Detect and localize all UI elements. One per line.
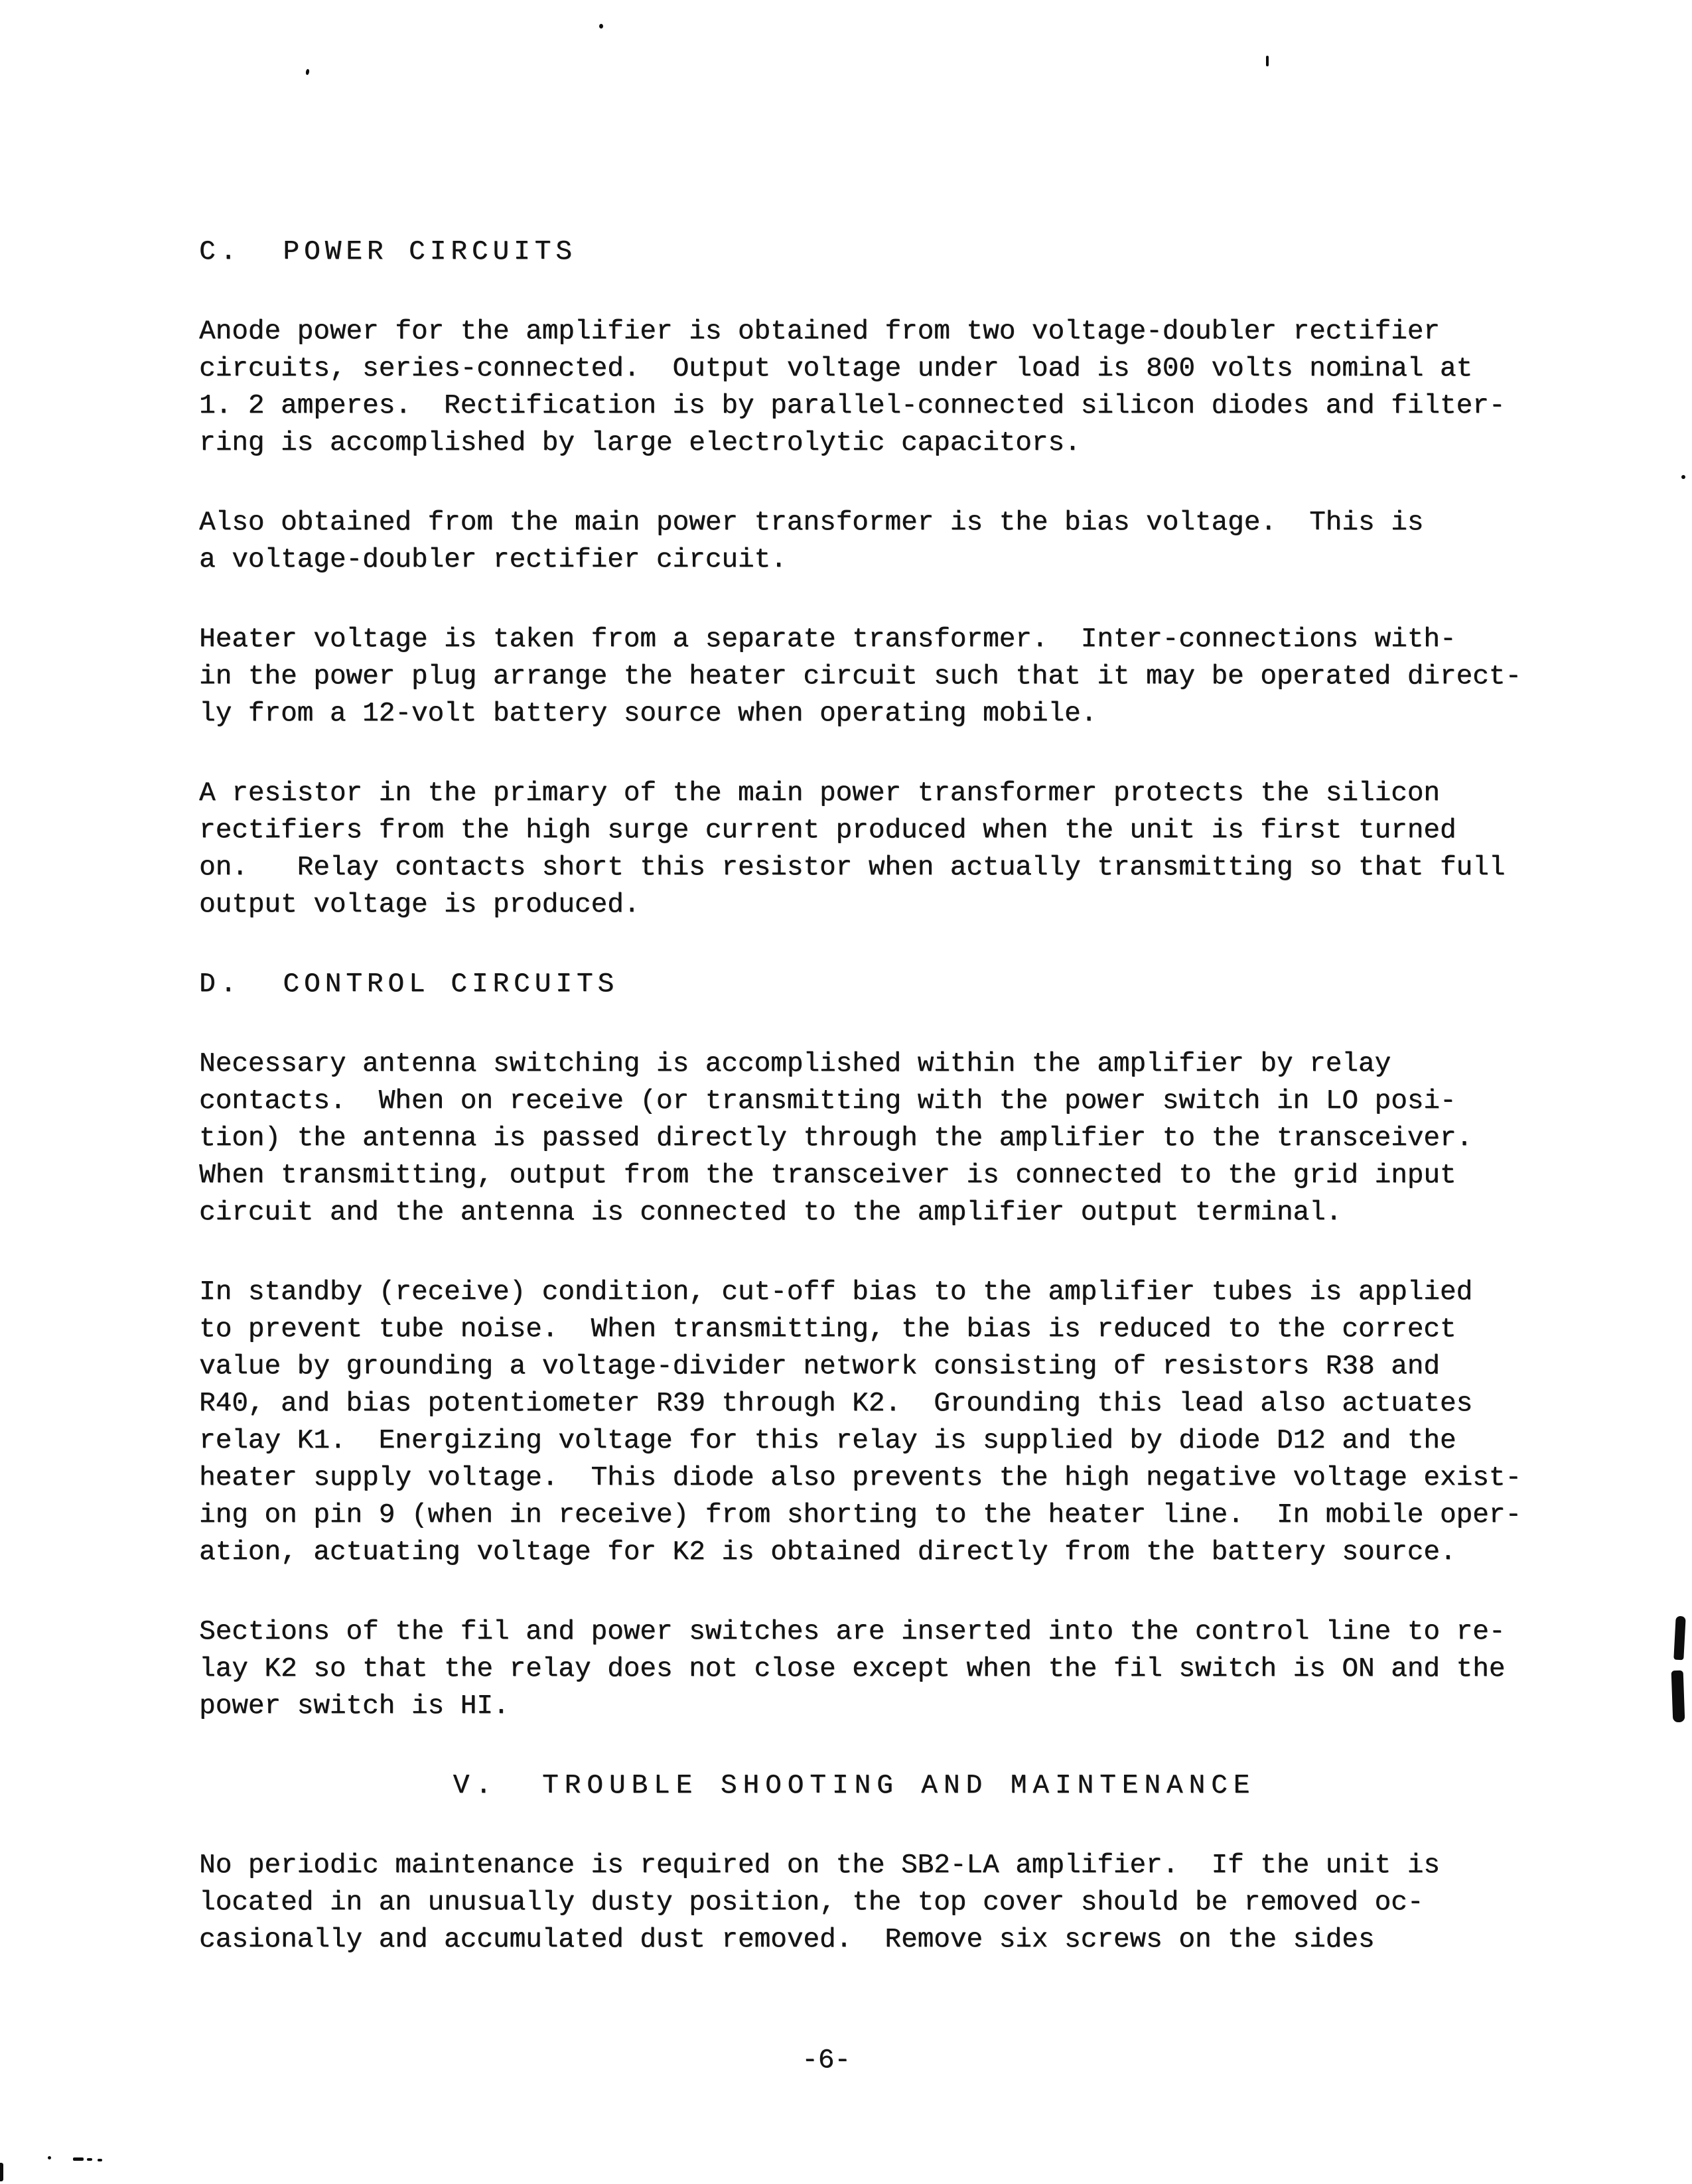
page-number: -6- [802,2045,851,2076]
text-line: a voltage-doubler rectifier circuit. [199,545,787,575]
text-line: lay K2 so that the relay does not close except when the fil switch is ON and the [199,1654,1506,1684]
heading-text: V. TROUBLE SHOOTING AND MAINTENANCE [453,1771,1256,1801]
ink-mark-upper-right [1673,1616,1685,1661]
text-line: ing on pin 9 (when in receive) from shorting to the heater line. In mobile oper- [199,1500,1521,1531]
text-line: ly from a 12-volt battery source when operating mobile. [199,699,1097,729]
text-line: contacts. When on receive (or transmitting with the power switch in LO posi- [199,1086,1456,1117]
text-line: ation, actuating voltage for K2 is obtained directly from the battery source. [199,1537,1456,1568]
para-standby-bias [199,1274,1566,1571]
text-line: in the power plug arrange the heater circuit such that it may be operated direct- [199,661,1521,692]
speck-upper-left [305,69,309,76]
para-surge-resistor [199,775,1566,923]
tick-left-edge-bottom [0,2163,3,2181]
text-line: Necessary antenna switching is accomplished within the amplifier by relay [199,1049,1391,1079]
text-line: value by grounding a voltage-divider network consisting of resistors R38 and [199,1351,1440,1382]
text-line: R40, and bias potentiometer R39 through K2. Grounding this lead also actuates [199,1389,1473,1419]
document-content [199,234,1566,2001]
text-line: Also obtained from the main power transformer is the bias voltage. This is [199,508,1424,538]
text-line: In standby (receive) condition, cut-off bias to the amplifier tubes is applied [199,1277,1473,1308]
dash-bottom-left-1 [73,2157,84,2161]
ink-mark-lower-right [1671,1671,1685,1723]
para-heater-voltage [199,621,1566,732]
para-anode-power [199,313,1566,462]
text-line: Anode power for the amplifier is obtained from two voltage-doubler rectifier [199,316,1440,347]
text-line: located in an unusually dusty position, the top cover should be removed oc- [199,1887,1424,1918]
text-line: power switch is HI. [199,1691,510,1722]
text-line: rectifiers from the high surge current produced when the unit is first turned [199,815,1456,846]
text-line: No periodic maintenance is required on the SB2-LA amplifier. If the unit is [199,1850,1440,1881]
section-c-heading [199,234,1566,271]
para-antenna-switching [199,1046,1566,1231]
text-line: casionally and accumulated dust removed. Remove six screws on the sides [199,1925,1375,1955]
text-line: Heater voltage is taken from a separate transformer. Inter-connections with- [199,624,1456,655]
section-v-heading [199,1767,1510,1805]
speck-top-center [599,24,603,29]
heading-text: C. POWER CIRCUITS [199,237,577,267]
text-line: circuits, series-connected. Output voltage under load is 800 volts nominal at [199,354,1473,384]
para-fil-power-switches [199,1613,1566,1725]
heading-text: D. CONTROL CIRCUITS [199,969,619,1000]
tick-top-right [1266,56,1269,66]
text-line: to prevent tube noise. When transmitting, the bias is reduced to the correct [199,1314,1456,1345]
text-line: output voltage is produced. [199,890,640,920]
para-bias-voltage [199,504,1566,579]
dash-bottom-left-2 [87,2158,92,2161]
text-line: ring is accomplished by large electrolytic capacitors. [199,428,1081,458]
speck-right-margin [1681,475,1685,479]
para-maintenance [199,1847,1566,1958]
text-line: When transmitting, output from the transceiver is connected to the grid input [199,1160,1456,1191]
text-line: 1. 2 amperes. Rectification is by parallel-connected silicon diodes and filter- [199,391,1506,421]
section-d-heading [199,966,1566,1003]
text-line: circuit and the antenna is connected to the amplifier output terminal. [199,1197,1342,1228]
text-line: A resistor in the primary of the main power transformer protects the silicon [199,778,1440,809]
dash-bottom-left-3 [98,2159,102,2161]
text-line: relay K1. Energizing voltage for this relay is supplied by diode D12 and the [199,1426,1456,1456]
text-line: heater supply voltage. This diode also prevents the high negative voltage exist- [199,1463,1521,1493]
speck-bottom-left-dot [48,2156,51,2159]
text-line: tion) the antenna is passed directly through the amplifier to the transceiver. [199,1123,1473,1154]
text-line: on. Relay contacts short this resistor when actually transmitting so that full [199,853,1506,883]
text-line: Sections of the fil and power switches are inserted into the control line to re- [199,1617,1506,1647]
